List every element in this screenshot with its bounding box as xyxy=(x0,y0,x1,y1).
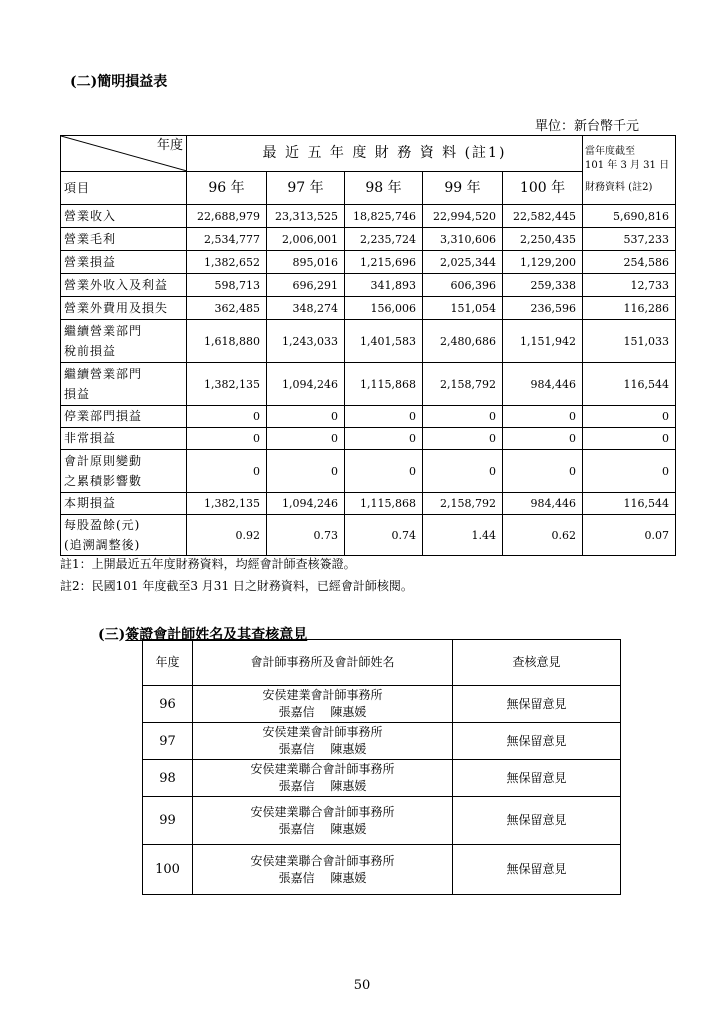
audit-header-year: 年度 xyxy=(143,640,193,686)
value-cell: 0 xyxy=(503,406,583,428)
value-cell: 2,235,724 xyxy=(345,228,423,251)
row-label-line1: 繼續營業部門 xyxy=(64,324,143,338)
value-cell: 1,151,942 xyxy=(503,320,583,363)
value-cell: 1,094,246 xyxy=(267,363,345,406)
value-cell: 2,158,792 xyxy=(423,493,503,515)
row-label xyxy=(61,406,187,428)
value-cell: 696,291 xyxy=(267,274,345,297)
header-diagonal-cell xyxy=(61,136,187,172)
current-header-line3: 財務資料 (註2) xyxy=(585,182,653,193)
unit-label: 單位：新台幣千元 xyxy=(535,119,640,134)
value-cell: 1,382,135 xyxy=(187,363,267,406)
year-header: 98 年 xyxy=(345,172,423,205)
value-cell: 895,016 xyxy=(267,251,345,274)
audit-header-opinion: 查核意見 xyxy=(453,640,621,686)
five-year-header: 最 近 五 年 度 財 務 資 料 (註1) xyxy=(187,136,583,172)
section-title-income-statement: (二)簡明損益表 xyxy=(70,74,168,90)
value-cell: 341,893 xyxy=(345,274,423,297)
value-cell: 2,006,001 xyxy=(267,228,345,251)
audit-cpa-names: 張嘉信 陳惠媛 xyxy=(278,742,367,756)
year-header: 100 年 xyxy=(503,172,583,205)
table-row xyxy=(61,320,676,363)
value-cell: 0 xyxy=(187,406,267,428)
audit-opinion: 無保留意見 xyxy=(453,845,621,895)
value-cell: 0 xyxy=(583,406,676,428)
section-title-text: 簽證會計師姓名及其查核意見 xyxy=(125,627,308,643)
value-cell: 1,115,868 xyxy=(345,493,423,515)
row-label xyxy=(61,450,187,493)
value-cell: 0 xyxy=(345,450,423,493)
row-label xyxy=(61,297,187,320)
audit-cpa-names: 張嘉信 陳惠媛 xyxy=(278,821,367,836)
table-row xyxy=(61,251,676,274)
note-2: 註2：民國101 年度截至3 月31 日之財務資料，已經會計師核閱。 xyxy=(60,579,413,593)
audit-row xyxy=(143,723,621,760)
value-cell: 984,446 xyxy=(503,363,583,406)
value-cell: 537,233 xyxy=(583,228,676,251)
current-period-header xyxy=(583,136,676,205)
audit-cpa-names: 張嘉信 陳惠媛 xyxy=(278,870,367,885)
value-cell: 22,994,520 xyxy=(423,205,503,228)
audit-firm-cell xyxy=(193,845,453,895)
audit-firm-cell xyxy=(193,686,453,723)
note-1: 註1：上開最近五年度財務資料，均經會計師查核簽證。 xyxy=(60,557,356,571)
value-cell: 0.92 xyxy=(187,515,267,556)
value-cell: 1,382,652 xyxy=(187,251,267,274)
value-cell: 0 xyxy=(583,450,676,493)
audit-firm-cell xyxy=(193,760,453,797)
row-label xyxy=(61,205,187,228)
audit-row xyxy=(143,760,621,797)
row-label-line1: 營業損益 xyxy=(64,254,117,269)
year-header: 96 年 xyxy=(187,172,267,205)
audit-opinion: 無保留意見 xyxy=(453,760,621,797)
value-cell: 2,250,435 xyxy=(503,228,583,251)
row-label-line1: 停業部門損益 xyxy=(64,409,143,423)
value-cell: 2,480,686 xyxy=(423,320,503,363)
value-cell: 22,582,445 xyxy=(503,205,583,228)
value-cell: 0.74 xyxy=(345,515,423,556)
row-label xyxy=(61,493,187,515)
row-label xyxy=(61,515,187,556)
table-row xyxy=(61,205,676,228)
value-cell: 3,310,606 xyxy=(423,228,503,251)
value-cell: 0 xyxy=(503,428,583,450)
value-cell: 348,274 xyxy=(267,297,345,320)
audit-row xyxy=(143,686,621,723)
year-header-label: 年度 xyxy=(156,138,183,153)
value-cell: 1.44 xyxy=(423,515,503,556)
value-cell: 116,286 xyxy=(583,297,676,320)
row-label-line1: 營業外收入及利益 xyxy=(64,277,169,292)
value-cell: 598,713 xyxy=(187,274,267,297)
row-label-line2: 損益 xyxy=(64,387,91,401)
table-row xyxy=(61,228,676,251)
audit-year: 98 xyxy=(143,760,193,797)
audit-year: 97 xyxy=(143,723,193,760)
row-label xyxy=(61,228,187,251)
value-cell: 0 xyxy=(267,428,345,450)
table-row xyxy=(61,515,676,556)
table-row xyxy=(61,274,676,297)
audit-firm-cell xyxy=(193,723,453,760)
value-cell: 0.62 xyxy=(503,515,583,556)
value-cell: 984,446 xyxy=(503,493,583,515)
value-cell: 1,243,033 xyxy=(267,320,345,363)
table-row xyxy=(61,428,676,450)
audit-opinion: 無保留意見 xyxy=(453,797,621,845)
row-label-line2: (追溯調整後) xyxy=(64,538,141,552)
current-header-line2: 101 年 3 月 31 日 xyxy=(585,160,670,171)
auditor-table xyxy=(142,639,621,895)
page-number: 50 xyxy=(353,978,371,993)
section-prefix: (三) xyxy=(98,627,126,643)
income-statement-table xyxy=(60,135,676,556)
audit-header-firm: 會計師事務所及會計師姓名 xyxy=(193,640,453,686)
value-cell: 2,158,792 xyxy=(423,363,503,406)
row-label-line1: 非常損益 xyxy=(64,431,117,445)
table-row xyxy=(61,297,676,320)
value-cell: 0 xyxy=(267,406,345,428)
value-cell: 1,401,583 xyxy=(345,320,423,363)
value-cell: 2,534,777 xyxy=(187,228,267,251)
row-label xyxy=(61,363,187,406)
value-cell: 0 xyxy=(267,450,345,493)
value-cell: 1,094,246 xyxy=(267,493,345,515)
value-cell: 0 xyxy=(583,428,676,450)
audit-firm-name: 安侯建業聯合會計師事務所 xyxy=(250,853,395,868)
value-cell: 606,396 xyxy=(423,274,503,297)
value-cell: 1,115,868 xyxy=(345,363,423,406)
row-label-line1: 營業收入 xyxy=(64,208,117,223)
table-row xyxy=(61,493,676,515)
year-header: 97 年 xyxy=(267,172,345,205)
row-label xyxy=(61,428,187,450)
row-label xyxy=(61,320,187,363)
value-cell: 0.07 xyxy=(583,515,676,556)
audit-year: 100 xyxy=(143,845,193,895)
row-label-line1: 營業外費用及損失 xyxy=(64,300,169,315)
audit-cpa-names: 張嘉信 陳惠媛 xyxy=(278,705,367,719)
value-cell: 0.73 xyxy=(267,515,345,556)
value-cell: 0 xyxy=(345,428,423,450)
audit-firm-name: 安侯建業聯合會計師事務所 xyxy=(250,762,395,776)
value-cell: 0 xyxy=(503,450,583,493)
audit-firm-cell xyxy=(193,797,453,845)
value-cell: 23,313,525 xyxy=(267,205,345,228)
table-row xyxy=(61,450,676,493)
value-cell: 0 xyxy=(345,406,423,428)
value-cell: 362,485 xyxy=(187,297,267,320)
value-cell: 1,129,200 xyxy=(503,251,583,274)
auditor-table-body xyxy=(143,686,621,895)
value-cell: 5,690,816 xyxy=(583,205,676,228)
value-cell: 1,618,880 xyxy=(187,320,267,363)
value-cell: 0 xyxy=(187,428,267,450)
row-label-line2: 稅前損益 xyxy=(64,344,117,358)
table-row xyxy=(61,406,676,428)
row-label-line1: 每股盈餘(元) xyxy=(64,518,141,532)
value-cell: 151,033 xyxy=(583,320,676,363)
income-statement-body xyxy=(61,205,676,556)
audit-firm-name: 安侯建業聯合會計師事務所 xyxy=(250,804,395,819)
value-cell: 0 xyxy=(423,406,503,428)
audit-opinion: 無保留意見 xyxy=(453,723,621,760)
value-cell: 116,544 xyxy=(583,363,676,406)
audit-row xyxy=(143,797,621,845)
value-cell: 1,215,696 xyxy=(345,251,423,274)
row-label xyxy=(61,274,187,297)
row-label-line1: 本期損益 xyxy=(64,496,117,510)
value-cell: 259,338 xyxy=(503,274,583,297)
row-label xyxy=(61,251,187,274)
item-header-label: 項目 xyxy=(61,172,187,205)
value-cell: 156,006 xyxy=(345,297,423,320)
row-label-line1: 營業毛利 xyxy=(64,231,117,246)
row-label-line2: 之累積影響數 xyxy=(64,474,143,488)
audit-cpa-names: 張嘉信 陳惠媛 xyxy=(278,779,367,793)
value-cell: 116,544 xyxy=(583,493,676,515)
value-cell: 0 xyxy=(423,450,503,493)
audit-year: 96 xyxy=(143,686,193,723)
row-label-line1: 繼續營業部門 xyxy=(64,367,143,381)
value-cell: 236,596 xyxy=(503,297,583,320)
value-cell: 151,054 xyxy=(423,297,503,320)
value-cell: 12,733 xyxy=(583,274,676,297)
value-cell: 0 xyxy=(187,450,267,493)
audit-firm-name: 安侯建業會計師事務所 xyxy=(262,688,383,702)
value-cell: 18,825,746 xyxy=(345,205,423,228)
table-row xyxy=(61,363,676,406)
year-header: 99 年 xyxy=(423,172,503,205)
audit-year: 99 xyxy=(143,797,193,845)
row-label-line1: 會計原則變動 xyxy=(64,454,143,468)
audit-opinion: 無保留意見 xyxy=(453,686,621,723)
value-cell: 254,586 xyxy=(583,251,676,274)
audit-row xyxy=(143,845,621,895)
audit-firm-name: 安侯建業會計師事務所 xyxy=(262,725,383,739)
value-cell: 1,382,135 xyxy=(187,493,267,515)
value-cell: 0 xyxy=(423,428,503,450)
value-cell: 2,025,344 xyxy=(423,251,503,274)
current-header-line1: 當年度截至 xyxy=(585,146,635,157)
value-cell: 22,688,979 xyxy=(187,205,267,228)
